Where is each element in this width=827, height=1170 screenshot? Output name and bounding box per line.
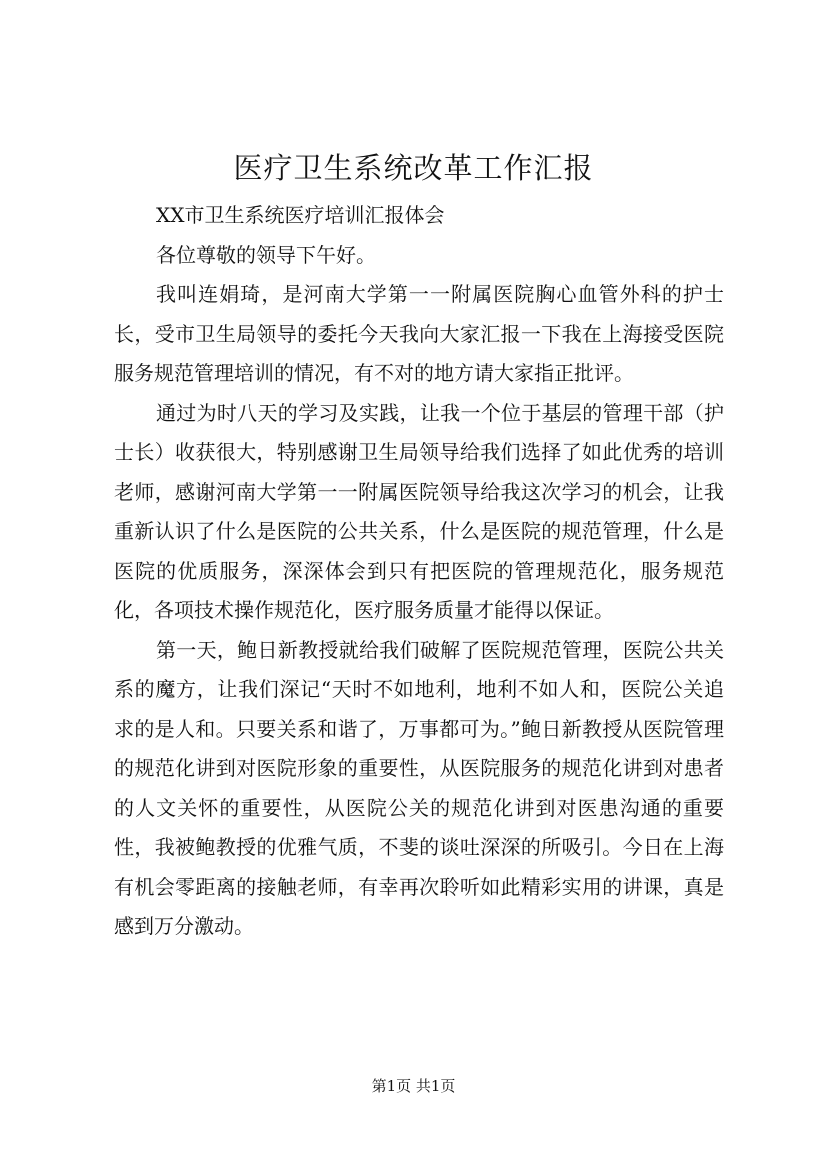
greeting-paragraph: 各位尊敬的领导下午好。 — [156, 242, 376, 267]
document-body — [114, 196, 724, 947]
subtitle-paragraph: XX市卫生系统医疗培训汇报体会 — [156, 203, 445, 227]
body-paragraph: 我叫连娟琦，是河南大学第一一附属医院胸心血管外科的护士长，受市卫生局领导的委托今天我向大家汇报一下我在上海接受医院服务规范管理培训的情况，有不对的地方请大家指正批评。 — [114, 282, 724, 385]
body-paragraph: 通过为时八天的学习及实践，让我一个位于基层的管理干部（护士长）收获很大，特别感谢卫生局领导给我们选择了如此优秀的培训老师，感谢河南大学第一一附属医院领导给我这次学习的机会，让我重新认识了什么是医院的公共关系，什么是医院的规范管理，什么是医院的优质服务，深深体会到只有把医院的管理规范化，服务规范化，各项技术操作规范化，医疗服务质量才能得以保证。 — [114, 400, 724, 622]
body-paragraph: 第一天，鲍日新教授就给我们破解了医院规范管理，医院公共关系的魔方，让我们深记“天时不如地利，地利不如人和，医院公关追求的是人和。只要关系和谐了，万事都可为。”鲍日新教授从医院管理的规范化讲到对医院形象的重要性，从医院服务的规范化讲到对患者的人文关怀的重要性，从医院公关的规范化讲到对医患沟通的重要性，我被鲍教授的优雅气质，不斐的谈吐深深的所吸引。今日在上海有机会零距离的接触老师，有幸再次聆听如此精彩实用的讲课，真是感到万分激动。 — [114, 637, 724, 938]
page-footer: 第1页 共1页 — [371, 1077, 456, 1095]
document-title: 医疗卫生系统改革工作汇报 — [233, 151, 594, 185]
